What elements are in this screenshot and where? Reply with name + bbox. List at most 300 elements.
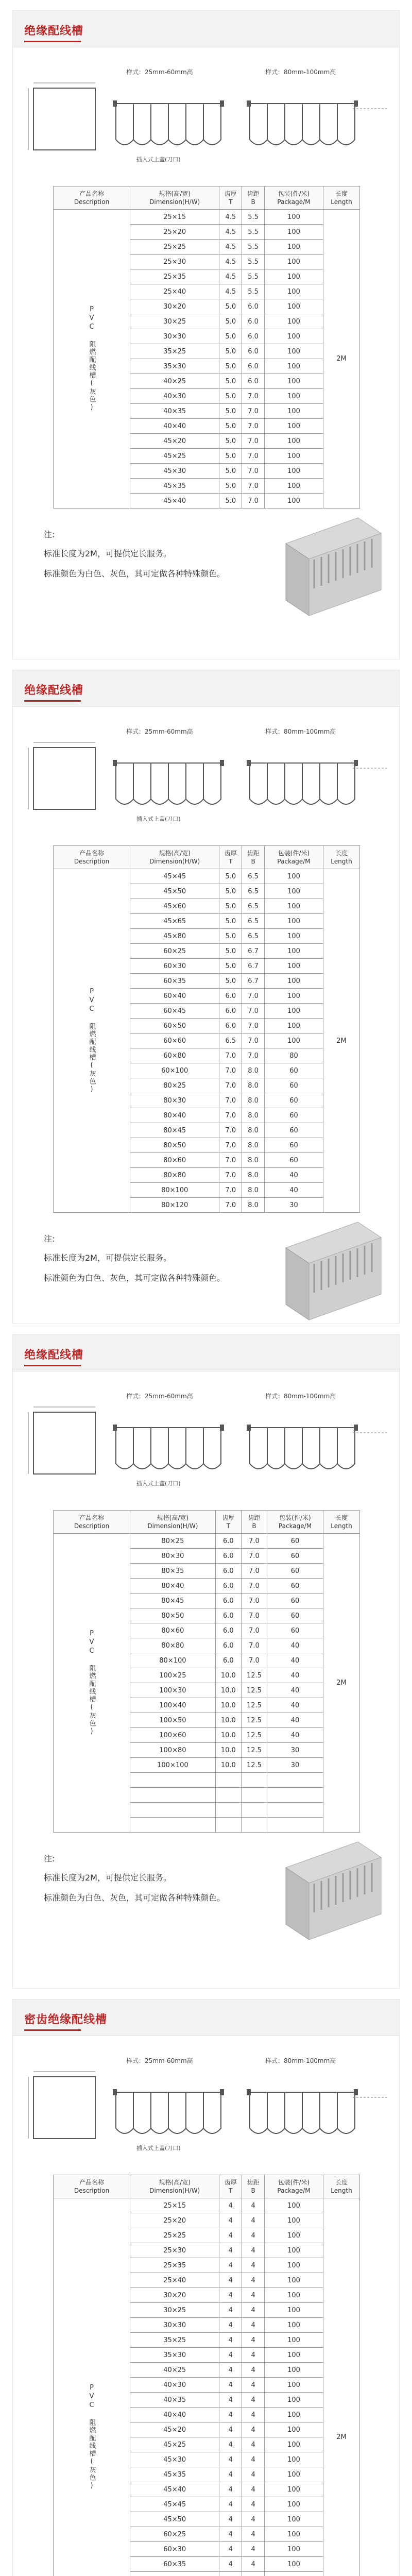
- right-comb-profile: [247, 2089, 358, 2133]
- table-cell: 45×50: [130, 884, 219, 899]
- table-cell: 100: [264, 2273, 323, 2288]
- table-cell: 25×40: [130, 2273, 219, 2288]
- table-cell: 45×30: [130, 2452, 219, 2467]
- table-cell: 8.0: [242, 1078, 265, 1093]
- table-header-cell: 齿厚 T: [215, 1511, 241, 1534]
- table-cell: 4: [219, 2482, 242, 2497]
- table-cell: 7.0: [241, 1638, 267, 1653]
- comb-tooth: [285, 104, 302, 145]
- comb-end-clip: [354, 1425, 358, 1431]
- table-cell: 6.0: [215, 1534, 241, 1549]
- table-header-cell: 包装(件/米) Package/M: [264, 2175, 323, 2198]
- table-cell: 6.0: [215, 1623, 241, 1638]
- table-cell: 4: [242, 2318, 265, 2333]
- table-cell: 100×100: [130, 1758, 216, 1773]
- table-cell: 7.0: [242, 1048, 265, 1063]
- comb-tooth: [116, 2092, 133, 2133]
- table-cell: [130, 1818, 216, 1833]
- table-cell: 5.5: [242, 269, 265, 284]
- table-row: [54, 2198, 360, 2213]
- table-cell: 40: [267, 1698, 323, 1713]
- table-header-cell: 齿距 B: [241, 1511, 267, 1534]
- table-cell: 45×50: [130, 2512, 219, 2527]
- table-cell: [241, 1788, 267, 1803]
- table-cell: 5.0: [219, 479, 242, 494]
- table-cell: 80×45: [130, 1123, 219, 1138]
- comb-end-clip: [220, 2089, 224, 2095]
- table-cell: 7.0: [241, 1579, 267, 1594]
- table-cell: 6.7: [242, 974, 265, 989]
- table-cell: 7.0: [219, 1048, 242, 1063]
- cross-section-outline: [33, 88, 95, 150]
- comb-tooth: [302, 104, 320, 145]
- material-cell: PVC 阻燃配线槽(灰色): [54, 1534, 130, 1833]
- section-title: 绝缘配线槽: [24, 25, 84, 38]
- section-title: 绝缘配线槽: [24, 684, 84, 697]
- table-header-cell: 规格(高/宽) Dimension(H/W): [130, 2175, 219, 2198]
- table-header-cell: 规格(高/宽) Dimension(H/W): [130, 846, 219, 869]
- table-cell: 45×80: [130, 929, 219, 944]
- table-cell: 5.0: [219, 314, 242, 329]
- table-cell: 10.0: [215, 1668, 241, 1683]
- drawing-label-right: 样式：80mm-100mm高: [265, 2057, 336, 2064]
- table-cell: 4: [219, 2228, 242, 2243]
- profile-drawings: [13, 711, 399, 835]
- table-cell: 100: [264, 2333, 323, 2348]
- table-cell: 100×30: [130, 1683, 216, 1698]
- table-cell: 7.0: [242, 479, 265, 494]
- table-cell: 100: [264, 240, 323, 255]
- table-cell: 4: [242, 2408, 265, 2422]
- comb-tooth: [133, 1428, 151, 1469]
- table-cell: 60: [267, 1608, 323, 1623]
- table-cell: 8.0: [242, 1168, 265, 1183]
- left-comb-profile: [113, 760, 224, 804]
- comb-tooth: [285, 1428, 302, 1469]
- table-cell: 6.0: [242, 329, 265, 344]
- table-cell: 100×40: [130, 1698, 216, 1713]
- table-cell: 12.5: [241, 1683, 267, 1698]
- table-cell: [130, 1803, 216, 1818]
- table-cell: [267, 1773, 323, 1788]
- comb-tooth: [151, 104, 168, 145]
- table-header-cell: 产品名称 Description: [54, 846, 130, 869]
- table-header-cell: 齿厚 T: [219, 187, 242, 210]
- table-cell: 40: [267, 1638, 323, 1653]
- table-row: [54, 210, 360, 225]
- table-cell: 8.0: [242, 1138, 265, 1153]
- table-cell: 100×80: [130, 1743, 216, 1758]
- table-cell: 100: [264, 2512, 323, 2527]
- table-cell: [241, 1773, 267, 1788]
- table-cell: 100: [264, 944, 323, 959]
- table-cell: 30×25: [130, 314, 219, 329]
- table-cell: 80×40: [130, 1579, 216, 1594]
- table-cell: 6.0: [242, 344, 265, 359]
- table-cell: 60×35: [130, 974, 219, 989]
- table-cell: 10.0: [215, 1728, 241, 1743]
- section-card: [12, 1334, 400, 1989]
- drawing-label-left: 样式：25mm-60mm高: [126, 69, 193, 76]
- table-cell: 5.5: [242, 240, 265, 255]
- section-card: [12, 1999, 400, 2576]
- table-cell: 6.5: [242, 899, 265, 914]
- table-header-cell: 长度 Length: [323, 1511, 360, 1534]
- table-cell: 8.0: [242, 1123, 265, 1138]
- comb-tooth: [337, 2092, 355, 2133]
- table-cell: 5.0: [219, 929, 242, 944]
- table-cell: 100: [264, 2452, 323, 2467]
- comb-end-clip: [354, 2089, 358, 2095]
- table-cell: 10.0: [215, 1743, 241, 1758]
- table-cell: 80×50: [130, 1138, 219, 1153]
- table-cell: 4: [242, 2213, 265, 2228]
- table-cell: 4: [219, 2258, 242, 2273]
- table-cell: 5.0: [219, 434, 242, 449]
- table-cell: 60: [264, 1078, 323, 1093]
- comb-end-clip: [113, 1425, 117, 1431]
- table-cell: 5.0: [219, 359, 242, 374]
- table-cell: 30×30: [130, 2318, 219, 2333]
- table-cell: 30: [267, 1758, 323, 1773]
- table-cell: 100: [264, 2348, 323, 2363]
- table-cell: 7.0: [241, 1653, 267, 1668]
- table-cell: [264, 2572, 323, 2576]
- comb-end-clip: [354, 100, 358, 107]
- comb-tooth: [168, 1428, 186, 1469]
- table-cell: 100: [264, 2422, 323, 2437]
- table-cell: 8.0: [242, 1063, 265, 1078]
- comb-end-clip: [220, 760, 224, 766]
- table-cell: 60: [267, 1579, 323, 1594]
- table-cell: 100: [264, 2198, 323, 2213]
- table-header-cell: 规格(高/宽) Dimension(H/W): [130, 187, 219, 210]
- table-cell: 5.5: [242, 284, 265, 299]
- table-cell: 10.0: [215, 1698, 241, 1713]
- title-underline: [24, 1365, 81, 1366]
- table-cell: 80×35: [130, 1564, 216, 1579]
- left-comb-profile: [113, 1425, 224, 1469]
- table-cell: 100: [264, 2378, 323, 2393]
- table-cell: 100: [264, 374, 323, 389]
- table-cell: 45×40: [130, 494, 219, 509]
- table-cell: 6.0: [242, 359, 265, 374]
- notes-block: [44, 1852, 225, 1903]
- cross-section-outline: [33, 2077, 95, 2139]
- note-color: 标准颜色为白色、灰色，其可定做各种特殊颜色。: [44, 569, 226, 579]
- drawing-label-note: 插入式上盖(刀口): [136, 1480, 181, 1487]
- table-cell: 4: [242, 2288, 265, 2303]
- table-cell: 5.0: [219, 374, 242, 389]
- comb-end-clip: [220, 100, 224, 107]
- table-cell: 6.0: [215, 1608, 241, 1623]
- table-cell: 5.0: [219, 389, 242, 404]
- notes-block: [44, 528, 225, 579]
- table-cell: 100: [264, 329, 323, 344]
- table-cell: 4: [219, 2512, 242, 2527]
- spec-table: [53, 2175, 360, 2576]
- table-cell: 7.0: [219, 1123, 242, 1138]
- table-cell: 100: [264, 1019, 323, 1033]
- table-cell: [242, 2572, 265, 2576]
- table-cell: 25×20: [130, 2213, 219, 2228]
- table-cell: 100×25: [130, 1668, 216, 1683]
- table-cell: [130, 1773, 216, 1788]
- comb-tooth: [285, 2092, 302, 2133]
- table-cell: 8.0: [242, 1108, 265, 1123]
- table-cell: 4: [219, 2348, 242, 2363]
- table-cell: 60×60: [130, 1033, 219, 1048]
- table-cell: 4: [242, 2303, 265, 2318]
- drawing-label-right: 样式：80mm-100mm高: [265, 1393, 336, 1400]
- table-cell: 100: [264, 959, 323, 974]
- table-cell: 6.0: [242, 374, 265, 389]
- table-cell: 6.0: [215, 1579, 241, 1594]
- table-cell: 6.5: [242, 884, 265, 899]
- comb-tooth: [116, 763, 133, 804]
- table-cell: 7.0: [242, 419, 265, 434]
- table-cell: 6.5: [219, 1033, 242, 1048]
- table-header-cell: 包装(件/米) Package/M: [267, 1511, 323, 1534]
- table-cell: 40×30: [130, 2378, 219, 2393]
- table-cell: 60×100: [130, 1063, 219, 1078]
- table-cell: 4.5: [219, 210, 242, 225]
- table-cell: 4: [219, 2303, 242, 2318]
- table-cell: 7.0: [242, 1033, 265, 1048]
- table-cell: 100: [264, 299, 323, 314]
- table-cell: 40: [267, 1653, 323, 1668]
- table-cell: 100: [264, 284, 323, 299]
- note-length: 标准长度为2M，可提供定长服务。: [44, 1253, 171, 1263]
- comb-tooth: [337, 104, 355, 145]
- table-cell: 4: [242, 2393, 265, 2408]
- table-cell: 30: [264, 1198, 323, 1213]
- wiring-duct-photo: [281, 1837, 384, 1945]
- section-header: [13, 11, 399, 47]
- product-section: [0, 10, 412, 659]
- drawing-label-right: 样式：80mm-100mm高: [265, 69, 336, 76]
- comb-tooth: [320, 104, 337, 145]
- comb-tooth: [168, 763, 186, 804]
- table-cell: 60×80: [130, 1048, 219, 1063]
- profile-drawing-svg: [13, 711, 400, 835]
- table-cell: 60×40: [130, 989, 219, 1004]
- table-cell: 7.0: [219, 1108, 242, 1123]
- length-cell: 2M: [323, 210, 360, 509]
- table-cell: 4: [219, 2408, 242, 2422]
- table-cell: 100: [264, 314, 323, 329]
- table-cell: 80×100: [130, 1653, 216, 1668]
- table-cell: 25×40: [130, 284, 219, 299]
- table-cell: 100: [264, 2467, 323, 2482]
- table-row: [54, 1534, 360, 1549]
- table-cell: 7.0: [242, 1004, 265, 1019]
- table-cell: 60: [264, 1123, 323, 1138]
- table-cell: 4: [219, 2452, 242, 2467]
- table-cell: 80×80: [130, 1168, 219, 1183]
- table-cell: 100: [264, 494, 323, 509]
- comb-tooth: [267, 2092, 285, 2133]
- table-cell: 4: [242, 2467, 265, 2482]
- comb-end-clip: [247, 760, 251, 766]
- comb-tooth: [151, 763, 168, 804]
- table-cell: 4.5: [219, 255, 242, 269]
- profile-drawing-svg: [13, 52, 400, 176]
- table-cell: 60: [267, 1549, 323, 1564]
- table-cell: 7.0: [241, 1534, 267, 1549]
- spec-table: [53, 845, 360, 1213]
- comb-tooth: [250, 104, 267, 145]
- section-header: [13, 670, 399, 707]
- table-cell: 80×60: [130, 1153, 219, 1168]
- section-card: [12, 670, 400, 1324]
- table-header-cell: 产品名称 Description: [54, 2175, 130, 2198]
- table-cell: 6.5: [242, 869, 265, 884]
- table-cell: 7.0: [241, 1549, 267, 1564]
- table-header-cell: 齿距 B: [242, 2175, 265, 2198]
- table-cell: 7.0: [241, 1564, 267, 1579]
- comb-end-clip: [247, 100, 251, 107]
- table-cell: 100: [264, 1033, 323, 1048]
- table-cell: 45×65: [130, 914, 219, 929]
- table-cell: [130, 2572, 219, 2576]
- comb-end-clip: [247, 2089, 251, 2095]
- table-cell: 4: [219, 2363, 242, 2378]
- table-cell: 100: [264, 344, 323, 359]
- comb-tooth: [337, 763, 355, 804]
- product-section: [0, 1334, 412, 1989]
- table-cell: 25×35: [130, 2258, 219, 2273]
- table-cell: 4: [219, 2318, 242, 2333]
- table-cell: 60×30: [130, 959, 219, 974]
- cross-section-outline: [33, 748, 95, 809]
- table-cell: 100: [264, 419, 323, 434]
- table-cell: 100: [264, 404, 323, 419]
- table-cell: 12.5: [241, 1758, 267, 1773]
- table-cell: 60: [264, 1153, 323, 1168]
- table-cell: 4: [242, 2497, 265, 2512]
- comb-tooth: [168, 104, 186, 145]
- table-cell: 35×30: [130, 359, 219, 374]
- profile-drawings: [13, 2041, 399, 2164]
- table-cell: 60: [264, 1093, 323, 1108]
- comb-tooth: [203, 104, 221, 145]
- table-cell: 6.0: [242, 299, 265, 314]
- table-cell: 6.0: [215, 1564, 241, 1579]
- table-header-cell: 齿厚 T: [219, 2175, 242, 2198]
- table-cell: 100: [264, 449, 323, 464]
- table-cell: 4: [219, 2288, 242, 2303]
- table-cell: 4: [219, 2542, 242, 2557]
- table-header-cell: 产品名称 Description: [54, 1511, 130, 1534]
- spec-table: [53, 1510, 360, 1833]
- table-cell: 4: [242, 2363, 265, 2378]
- table-cell: 35×30: [130, 2348, 219, 2363]
- table-cell: [267, 1788, 323, 1803]
- spec-table: [53, 186, 360, 509]
- comb-tooth: [133, 104, 151, 145]
- note-color: 标准颜色为白色、灰色，其可定做各种特殊颜色。: [44, 1893, 226, 1903]
- table-cell: 100: [264, 914, 323, 929]
- wiring-duct-photo: [281, 513, 384, 621]
- comb-tooth: [151, 2092, 168, 2133]
- table-cell: 40×40: [130, 2408, 219, 2422]
- table-cell: 100: [264, 884, 323, 899]
- table-header-row: [54, 187, 360, 210]
- comb-end-clip: [220, 1425, 224, 1431]
- table-cell: 30×20: [130, 299, 219, 314]
- comb-tooth: [168, 2092, 186, 2133]
- table-cell: 8.0: [242, 1198, 265, 1213]
- table-cell: 80×80: [130, 1638, 216, 1653]
- table-cell: 7.0: [242, 464, 265, 479]
- table-cell: 4: [219, 2393, 242, 2408]
- table-header-cell: 长度 Length: [323, 187, 360, 210]
- table-cell: 35×25: [130, 344, 219, 359]
- table-cell: 7.0: [242, 449, 265, 464]
- table-cell: 5.0: [219, 899, 242, 914]
- table-cell: 12.5: [241, 1668, 267, 1683]
- table-cell: 4: [219, 2557, 242, 2572]
- table-header-cell: 包装(件/米) Package/M: [264, 187, 323, 210]
- material-cell: PVC 阻燃配线槽(灰色): [54, 869, 130, 1213]
- table-cell: 25×15: [130, 2198, 219, 2213]
- notes-block: [44, 1232, 225, 1283]
- table-cell: 5.0: [219, 419, 242, 434]
- table-cell: 6.7: [242, 959, 265, 974]
- table-cell: 4: [242, 2527, 265, 2542]
- table-cell: 100: [264, 1004, 323, 1019]
- table-cell: 10.0: [215, 1683, 241, 1698]
- table-cell: 12.5: [241, 1743, 267, 1758]
- table-cell: 8.0: [242, 1183, 265, 1198]
- table-cell: 25×30: [130, 2243, 219, 2258]
- comb-tooth: [186, 2092, 203, 2133]
- table-cell: 6.0: [219, 1004, 242, 1019]
- comb-tooth: [133, 2092, 151, 2133]
- table-cell: 100: [264, 359, 323, 374]
- table-cell: 40: [264, 1168, 323, 1183]
- comb-tooth: [186, 104, 203, 145]
- table-cell: 6.0: [219, 1019, 242, 1033]
- table-cell: 100: [264, 2393, 323, 2408]
- table-cell: 80×25: [130, 1534, 216, 1549]
- section-header: [13, 1335, 399, 1371]
- table-cell: 100: [264, 255, 323, 269]
- table-cell: 100: [264, 869, 323, 884]
- table-cell: 100: [264, 2557, 323, 2572]
- wiring-duct-photo: [281, 1217, 384, 1325]
- table-cell: 6.0: [215, 1653, 241, 1668]
- table-cell: 100: [264, 225, 323, 240]
- comb-tooth: [250, 1428, 267, 1469]
- table-cell: 4: [219, 2497, 242, 2512]
- table-cell: 30×25: [130, 2303, 219, 2318]
- table-cell: 80×120: [130, 1198, 219, 1213]
- table-cell: 80×45: [130, 1594, 216, 1608]
- table-cell: 60: [264, 1063, 323, 1078]
- profile-drawings: [13, 52, 399, 176]
- table-cell: [215, 1818, 241, 1833]
- table-cell: [215, 1788, 241, 1803]
- table-header-cell: 规格(高/宽) Dimension(H/W): [130, 1511, 216, 1534]
- table-cell: 100: [264, 989, 323, 1004]
- comb-tooth: [203, 1428, 221, 1469]
- comb-tooth: [302, 2092, 320, 2133]
- table-cell: 10.0: [215, 1713, 241, 1728]
- table-cell: 60×35: [130, 2557, 219, 2572]
- table-header-cell: 齿距 B: [242, 846, 265, 869]
